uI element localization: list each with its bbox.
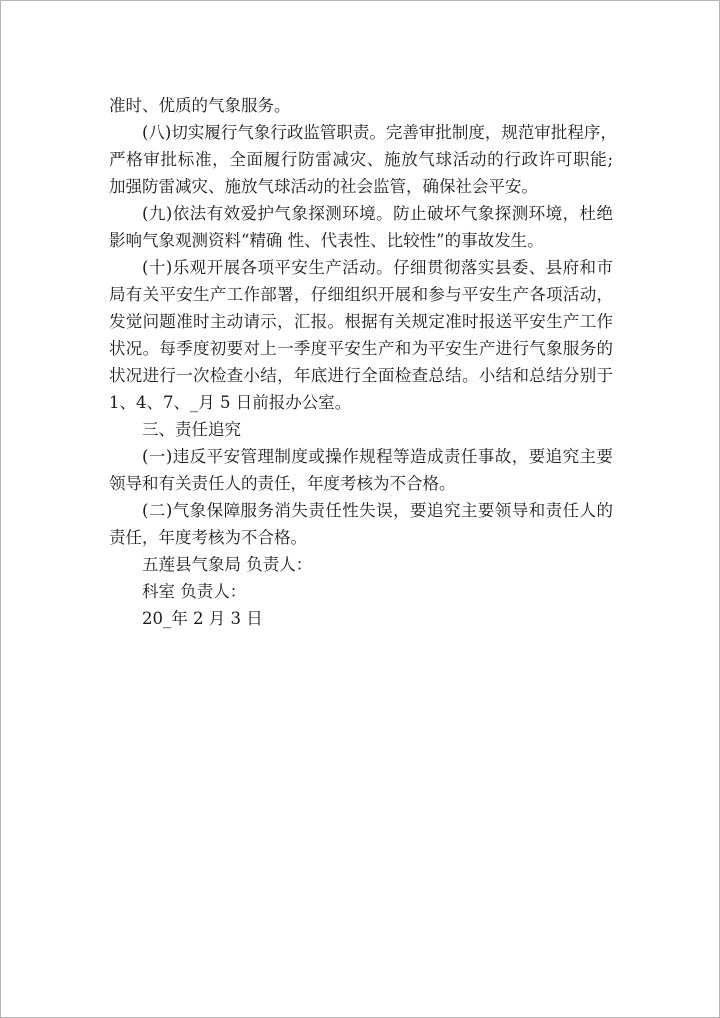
document-body [109, 92, 617, 632]
paragraph-item-9 [109, 200, 613, 254]
text-line: 准时、优质的气象服务。 [109, 96, 291, 115]
paragraph-date [109, 605, 613, 632]
text-line: (八)切实履行气象行政监管职责。完善审批制度，规范审批程序， [142, 123, 617, 142]
paragraph-liability-2 [109, 497, 613, 551]
paragraph-liability-1 [109, 443, 613, 497]
text-line: 1、4、7、_月 5 日前报办公室。 [109, 393, 352, 412]
text-line: 加强防雷减灾、施放气球活动的社会监管，确保社会平安。 [109, 177, 538, 196]
paragraph-item-8 [109, 119, 617, 200]
text-line: (二)气象保障服务消失责任性失误，要追究主要领导和责任人的 [142, 501, 613, 520]
text-line: 领导和有关责任人的责任，年度考核为不合格。 [109, 474, 456, 493]
text-line: 三、责任追究 [142, 420, 241, 439]
text-line: 影响气象观测资料“精确 性、代表性、比较性”的事故发生。 [109, 231, 544, 250]
text-line: 局有关平安生产工作部署，仔细组织开展和参与平安生产各项活动， [109, 285, 613, 304]
text-line: (九)依法有效爱护气象探测环境。防止破坏气象探测环境，杜绝 [142, 204, 613, 223]
text-line: (十)乐观开展各项平安生产活动。仔细贯彻落实县委、县府和市 [142, 258, 613, 277]
paragraph-item-10 [109, 254, 613, 416]
text-line: 状况进行一次检查小结，年底进行全面检查总结。小结和总结分别于 [109, 366, 613, 385]
paragraph-continuation [109, 92, 613, 119]
text-line: 发觉问题准时主动请示，汇报。根据有关规定准时报送平安生产工作 [109, 312, 613, 331]
text-line: 状况。每季度初要对上一季度平安生产和为平安生产进行气象服务的 [109, 339, 613, 358]
text-line: 科室 负责人： [142, 582, 247, 601]
paragraph-signature-1 [109, 551, 613, 578]
text-line: 五莲县气象局 负责人： [142, 555, 313, 574]
text-line: 严格审批标准，全面履行防雷减灾、施放气球活动的行政许可职能; [109, 150, 613, 169]
text-line: 责任，年度考核为不合格。 [109, 528, 307, 547]
paragraph-section-3 [109, 416, 613, 443]
paragraph-signature-2 [109, 578, 613, 605]
text-line: 20_年 2 月 3 日 [142, 609, 263, 628]
text-line: (一)违反平安管理制度或操作规程等造成责任事故，要追究主要 [142, 447, 613, 466]
